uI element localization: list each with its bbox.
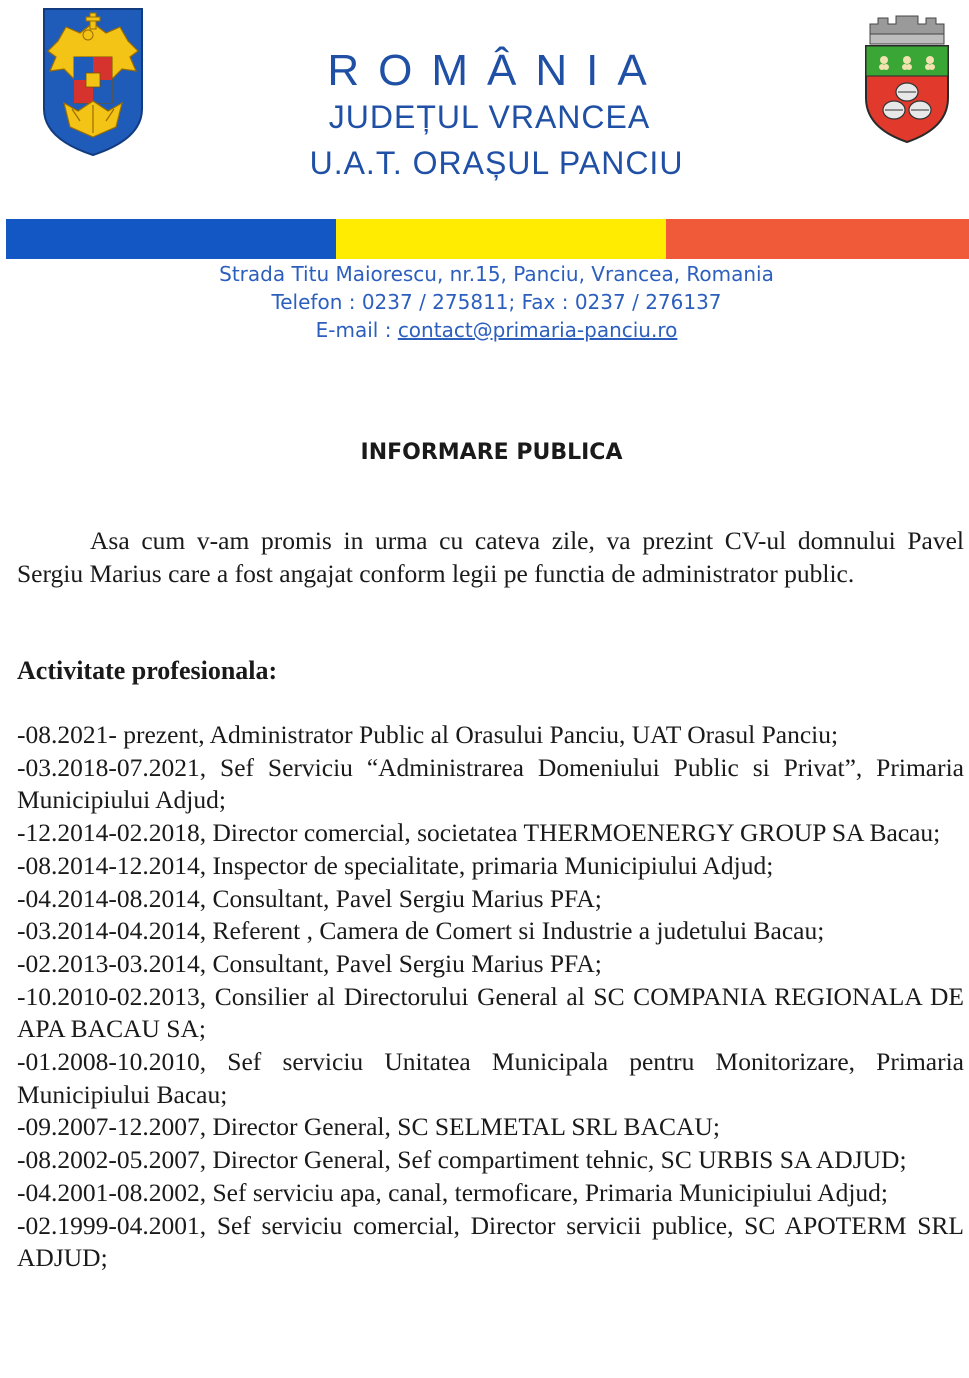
document-title: INFORMARE PUBLICA xyxy=(360,440,623,465)
uat-title: U.A.T. ORAȘUL PANCIU xyxy=(309,145,684,181)
flag-band-blue xyxy=(6,219,336,259)
career-entry: -08.2002-05.2007, Director General, Sef compartiment tehnic, SC URBIS SA ADJUD; xyxy=(17,1145,907,1175)
contact-address: Strada Titu Maiorescu, nr.15, Panciu, Vrancea, Romania xyxy=(219,262,774,286)
email-link[interactable]: contact@primaria-panciu.ro xyxy=(397,318,678,342)
career-entry: -03.2014-04.2014, Referent , Camera de Comert si Industrie a judetului Bacau; xyxy=(17,916,825,946)
career-entry: -04.2014-08.2014, Consultant, Pavel Sergiu Marius PFA; xyxy=(17,883,602,913)
flag-band-red xyxy=(666,219,969,259)
career-entry: -03.2018-07.2021, Sef Serviciu “Administrarea Domeniului Public si Privat”, Primaria Municipiului Adjud; xyxy=(17,752,964,815)
county-title: JUDEȚUL VRANCEA xyxy=(328,99,651,135)
career-entry: -02.2013-03.2014, Consultant, Pavel Sergiu Marius PFA; xyxy=(17,948,602,978)
career-entry: -09.2007-12.2007, Director General, SC SELMETAL SRL BACAU; xyxy=(17,1112,720,1142)
section-heading: Activitate profesionala: xyxy=(17,656,278,685)
career-entry: -01.2008-10.2010, Sef serviciu Unitatea Municipala pentru Monitorizare, Primaria Municipiului Bacau; xyxy=(17,1047,964,1109)
country-title: ROMÂNIA xyxy=(327,46,666,95)
career-entry: -02.1999-04.2001, Sef serviciu comercial, Director servicii publice, SC APOTERM SRL ADJUD; xyxy=(17,1210,964,1273)
intro-paragraph: Asa cum v-am promis in urma cu cateva zile, va prezint CV-ul domnului Pavel Sergiu Marius care a fost angajat conform legii pe functia de administrator public. xyxy=(17,526,964,588)
career-entry: -08.2021- prezent, Administrator Public al Orasului Panciu, UAT Orasul Panciu; xyxy=(17,720,839,749)
contact-phone-fax: Telefon : 0237 / 275811; Fax : 0237 / 276137 xyxy=(271,290,722,314)
career-entry: -04.2001-08.2002, Sef serviciu apa, canal, termoficare, Primaria Municipiului Adjud; xyxy=(17,1177,889,1207)
career-entry: -08.2014-12.2014, Inspector de specialitate, primaria Municipiului Adjud; xyxy=(17,850,774,880)
contact-email-line xyxy=(12,318,969,342)
career-list xyxy=(17,719,964,1275)
career-entry: -10.2010-02.2013, Consilier al Directorului General al SC COMPANIA REGIONALA DE APA BACAU SA; xyxy=(17,981,964,1044)
career-entry: -12.2014-02.2018, Director comercial, societatea THERMOENERGY GROUP SA Bacau; xyxy=(17,818,941,848)
flag-band-yellow xyxy=(336,219,666,259)
email-label: E-mail : xyxy=(315,318,398,342)
